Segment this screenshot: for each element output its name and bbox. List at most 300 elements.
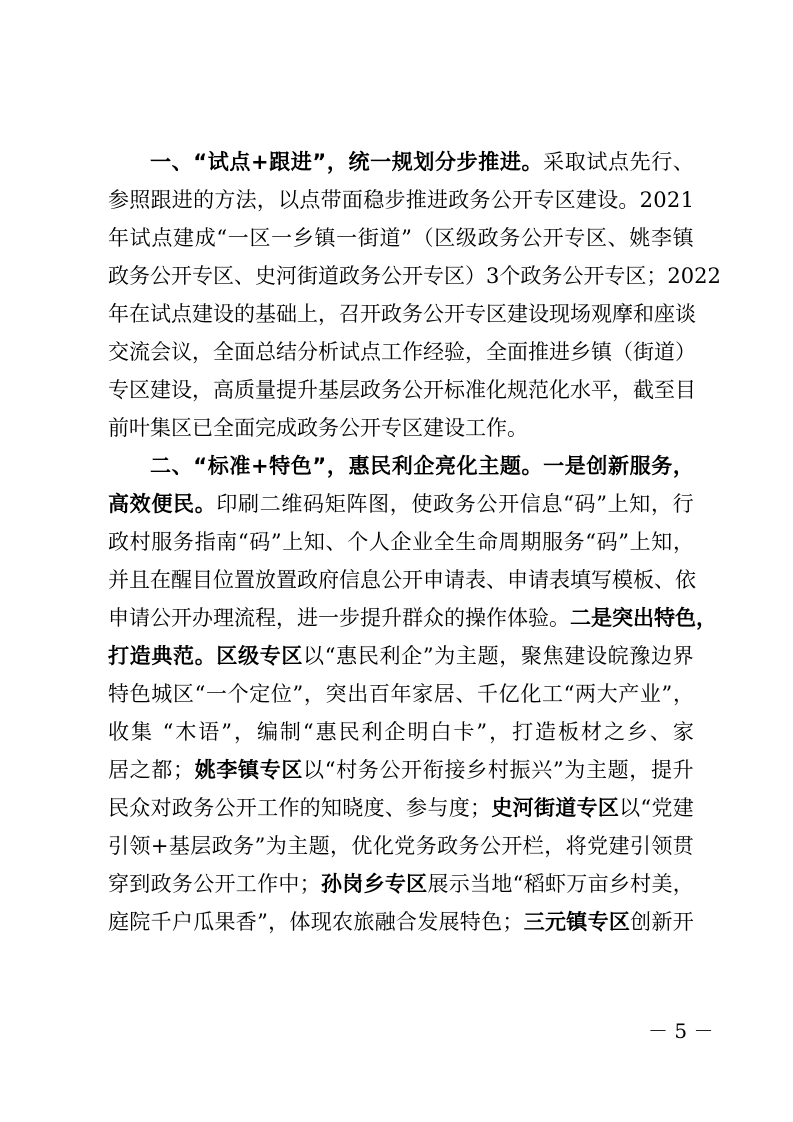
text-char: ”	[401, 226, 412, 250]
text-char: 区	[171, 416, 192, 440]
bold-text-char: 区	[406, 872, 428, 896]
text-char: 姚	[629, 226, 651, 250]
text-char: 采	[543, 150, 565, 174]
text-char: 现	[549, 302, 570, 326]
text-char: 开	[501, 834, 523, 858]
text-char: 务	[129, 264, 150, 288]
text-char: 行	[672, 492, 694, 516]
text-line	[108, 637, 694, 675]
text-line	[108, 333, 694, 371]
text-char: 取	[564, 150, 586, 174]
text-char: ，	[489, 720, 511, 744]
bold-text-char: 跟	[269, 150, 291, 174]
text-char: 企	[390, 530, 412, 554]
text-char: 稻	[523, 872, 545, 896]
text-char: 乡	[626, 720, 648, 744]
text-char: 区	[625, 264, 647, 288]
text-char: 领	[129, 834, 151, 858]
text-char: 至	[654, 378, 675, 402]
text-char: 公	[423, 302, 444, 326]
text-char: 亿	[498, 682, 520, 706]
text-char: 开	[402, 568, 423, 592]
text-char: 公	[379, 758, 401, 782]
text-char: 务	[458, 834, 480, 858]
text-char: 公	[193, 872, 215, 896]
text-char: 置	[276, 568, 297, 592]
text-char: 全	[486, 340, 507, 364]
text-char: 码	[249, 530, 271, 554]
bold-text-char: 元	[544, 910, 566, 934]
text-char: 领	[651, 834, 673, 858]
text-char: 的	[193, 188, 215, 212]
text-char: 道	[654, 340, 675, 364]
bold-text-char: 是	[564, 454, 586, 478]
text-char: 知	[629, 492, 651, 516]
text-char: 知	[303, 530, 325, 554]
text-char: “	[563, 492, 574, 516]
bold-text-char: 便	[151, 492, 173, 516]
text-char: 乡	[292, 226, 314, 250]
text-char: 务	[381, 378, 402, 402]
text-char: 完	[255, 416, 276, 440]
text-char: 试	[150, 302, 171, 326]
bold-text-char: 。	[194, 644, 216, 668]
text-char: ”	[257, 910, 268, 934]
text-char: 以	[619, 796, 641, 820]
text-char: ，	[544, 834, 566, 858]
text-char: 醒	[171, 568, 192, 592]
text-char: 政	[448, 188, 470, 212]
text-char: 利	[379, 644, 401, 668]
text-char: 政	[433, 492, 455, 516]
text-char: 道	[318, 264, 339, 288]
text-char: 旅	[353, 910, 375, 934]
text-char: 设	[213, 302, 234, 326]
text-char: 参	[108, 188, 129, 212]
text-char: 稳	[363, 188, 385, 212]
text-char: 作	[278, 796, 300, 820]
text-char: 目	[192, 568, 213, 592]
text-char: 政	[520, 264, 542, 288]
bold-text-char: 推	[478, 150, 500, 174]
text-char: 晓	[342, 796, 364, 820]
text-char: 一	[271, 226, 293, 250]
text-char: 周	[498, 530, 520, 554]
bold-text-char: 区	[281, 644, 303, 668]
text-char: “	[194, 682, 206, 706]
text-char: 试	[339, 340, 360, 364]
text-char: 点	[360, 340, 381, 364]
bold-text-char: 区	[281, 758, 303, 782]
text-char: 党	[651, 796, 673, 820]
text-char: 千	[477, 682, 499, 706]
text-char: 镇	[591, 340, 612, 364]
text-char: 议	[171, 340, 192, 364]
bold-text-char: 民	[173, 492, 195, 516]
text-char: 居	[108, 758, 129, 782]
text-char: 推	[405, 188, 427, 212]
text-char: 全	[213, 416, 234, 440]
text-char: 板	[558, 720, 579, 744]
text-char: 为	[564, 758, 586, 782]
text-char: 大	[596, 682, 618, 706]
text-char: 区	[585, 226, 607, 250]
text-char: 全	[433, 530, 455, 554]
text-char: 编	[256, 720, 278, 744]
text-char: 公	[520, 226, 542, 250]
text-char: ”	[596, 492, 607, 516]
text-char: 设	[597, 188, 619, 212]
bold-text-char: 。	[521, 454, 543, 478]
text-char: 惠	[315, 720, 337, 744]
text-char: 请	[129, 606, 150, 630]
text-char: 、	[384, 796, 406, 820]
text-char: “	[324, 758, 336, 782]
text-char: ，	[303, 682, 325, 706]
bold-text-char: 主	[478, 454, 500, 478]
text-char: 上	[629, 530, 651, 554]
text-line	[108, 371, 694, 409]
text-char: 提	[650, 758, 672, 782]
bold-text-char: 色	[290, 454, 312, 478]
bold-text-char: 范	[173, 644, 195, 668]
text-char: 木	[175, 720, 197, 744]
text-char: 党	[394, 834, 416, 858]
text-char: 码	[596, 530, 618, 554]
text-char: 村	[630, 872, 652, 896]
text-char: 乡	[608, 872, 630, 896]
text-char: 发	[417, 910, 439, 934]
text-char: 申	[423, 568, 444, 592]
text-char: 白	[430, 720, 452, 744]
text-char: 量	[255, 378, 276, 402]
text-line	[108, 447, 694, 485]
text-char: ”	[661, 682, 673, 706]
text-char: 建	[564, 644, 586, 668]
text-char: 建	[150, 378, 171, 402]
text-char: 引	[108, 834, 129, 858]
text-char: 两	[574, 682, 596, 706]
text-char: 主	[287, 834, 309, 858]
text-char: 皖	[607, 644, 629, 668]
text-char: 区	[172, 682, 194, 706]
text-char: 集	[150, 416, 171, 440]
text-char: 生	[455, 530, 477, 554]
bold-text-char: 突	[612, 606, 633, 630]
text-char: 设	[528, 302, 549, 326]
text-char: 经	[423, 340, 444, 364]
text-char: 作	[402, 340, 423, 364]
text-char: 展	[427, 872, 449, 896]
bold-text-char: 级	[238, 644, 260, 668]
text-char: ”	[270, 530, 282, 554]
text-char: 街	[633, 340, 654, 364]
text-line	[108, 485, 694, 523]
text-char: 2	[694, 264, 708, 288]
text-char: 年	[390, 682, 412, 706]
text-char: 体	[507, 606, 528, 630]
bold-text-char: 一	[150, 150, 171, 174]
text-char: 政	[150, 872, 172, 896]
text-char: 公	[490, 188, 512, 212]
text-char: 建	[173, 226, 195, 250]
bold-text-char: 区	[597, 796, 619, 820]
text-char: 与	[427, 796, 449, 820]
text-char: “	[162, 720, 174, 744]
text-char: 码	[574, 492, 596, 516]
text-char: 区	[554, 188, 576, 212]
text-char: 图	[368, 492, 390, 516]
text-char: ，	[256, 188, 278, 212]
text-char: 以	[303, 758, 325, 782]
text-char: 务	[171, 872, 193, 896]
text-char: 家	[672, 720, 694, 744]
text-char: 2	[639, 188, 654, 212]
bold-text-char: 孙	[320, 872, 342, 896]
text-char: 众	[129, 796, 151, 820]
text-char: “	[302, 720, 314, 744]
text-char: 开	[512, 188, 534, 212]
text-char: ，	[192, 378, 213, 402]
text-char: 点	[299, 188, 321, 212]
bold-text-char: 高	[108, 492, 129, 516]
text-char: 务	[360, 264, 381, 288]
bold-text-char: 务	[651, 454, 673, 478]
text-char: 之	[603, 720, 625, 744]
text-char: 史	[255, 264, 276, 288]
text-char: “	[585, 530, 596, 554]
text-char: 以	[303, 644, 325, 668]
text-char: 企	[384, 720, 406, 744]
text-char: 工	[541, 682, 563, 706]
text-char: 政	[108, 530, 129, 554]
text-char: 的	[299, 796, 321, 820]
text-char: ，	[330, 834, 351, 858]
text-line	[108, 599, 717, 637]
text-char: ，	[672, 872, 694, 896]
text-char: 体	[289, 910, 311, 934]
text-char: 个	[499, 264, 521, 288]
text-char: 务	[499, 226, 521, 250]
text-char: 请	[528, 568, 549, 592]
text-char: 跟	[150, 188, 172, 212]
text-char: 万	[566, 872, 588, 896]
text-char: 利	[361, 720, 383, 744]
text-char: 村	[129, 530, 151, 554]
text-char: 题	[308, 834, 330, 858]
text-char: 居	[433, 682, 455, 706]
text-char: 政	[477, 226, 499, 250]
text-line	[108, 789, 694, 827]
text-char: 融	[374, 910, 396, 934]
text-char: 提	[276, 378, 297, 402]
text-char: 模	[612, 568, 633, 592]
text-line	[108, 409, 694, 447]
text-char: 民	[357, 644, 379, 668]
text-char: 人	[368, 530, 390, 554]
text-char: 开	[214, 872, 236, 896]
text-char: 专	[381, 416, 402, 440]
text-char: 观	[591, 302, 612, 326]
text-char: 开	[235, 796, 257, 820]
text-char: 升	[672, 758, 694, 782]
text-char: 进	[171, 188, 193, 212]
text-char: 业	[639, 682, 661, 706]
text-char: 请	[444, 568, 465, 592]
text-char: 座	[654, 302, 675, 326]
text-char: 兴	[531, 758, 553, 782]
text-char: 之	[129, 758, 151, 782]
bold-text-char: 岗	[342, 872, 364, 896]
text-char: 政	[297, 416, 318, 440]
bold-text-char: 服	[629, 454, 651, 478]
bold-text-char: 镇	[566, 910, 588, 934]
text-char: 务	[172, 530, 194, 554]
bold-text-char: 准	[229, 454, 251, 478]
bold-text-char: 进	[499, 150, 521, 174]
text-char: 道	[379, 226, 401, 250]
text-char: 都	[151, 758, 173, 782]
text-char: 务	[469, 188, 491, 212]
text-char: ）	[465, 264, 486, 288]
text-char: 化	[486, 378, 507, 402]
text-char: “	[512, 872, 524, 896]
text-char: 理	[213, 606, 234, 630]
text-char: 。	[549, 606, 570, 630]
text-char: 化	[549, 378, 570, 402]
text-char: ，	[276, 606, 297, 630]
text-char: 专	[564, 226, 586, 250]
text-char: 栏	[522, 834, 544, 858]
text-char: 企	[401, 644, 423, 668]
text-char: 街	[357, 226, 379, 250]
bold-text-char: 色	[675, 606, 696, 630]
text-char: 公	[479, 834, 501, 858]
text-char: 准	[465, 378, 486, 402]
text-char: 指	[194, 530, 216, 554]
text-char: 成	[194, 226, 216, 250]
page-number: － 5 －	[648, 1019, 714, 1043]
text-char: 服	[151, 530, 173, 554]
bold-text-char: 区	[608, 910, 630, 934]
text-char: 的	[234, 302, 255, 326]
text-char: 位	[213, 568, 234, 592]
text-char: 镇	[672, 226, 694, 250]
text-char: 政	[437, 834, 459, 858]
text-char: 作	[257, 872, 279, 896]
text-char: 豫	[629, 644, 651, 668]
text-char: 引	[629, 834, 651, 858]
text-char: 步	[384, 188, 406, 212]
text-char: 已	[192, 416, 213, 440]
text-char: 村	[487, 758, 509, 782]
bold-text-char: 二	[570, 606, 591, 630]
bold-text-char: 是	[591, 606, 612, 630]
text-char: 2	[667, 264, 681, 288]
bold-text-char: 惠	[348, 454, 370, 478]
text-char: 谈	[675, 302, 696, 326]
text-char: 地	[491, 872, 513, 896]
text-char: 期	[520, 530, 542, 554]
text-char: 依	[675, 568, 696, 592]
text-char: 专	[192, 264, 213, 288]
text-char: 突	[325, 682, 347, 706]
text-line	[108, 827, 694, 865]
text-char: ）	[675, 340, 696, 364]
text-char: 、	[486, 568, 507, 592]
text-char: 高	[213, 378, 234, 402]
text-char: 街	[297, 264, 318, 288]
text-char: 上	[282, 530, 304, 554]
text-char: 服	[541, 530, 563, 554]
text-char: 特	[108, 682, 129, 706]
text-char: 出	[347, 682, 369, 706]
text-char: 办	[192, 606, 213, 630]
text-char: 开	[360, 416, 381, 440]
text-char: 面	[341, 188, 363, 212]
text-char: 收	[108, 720, 129, 744]
text-char: 制	[279, 720, 301, 744]
bold-text-char: 二	[150, 454, 171, 478]
bold-text-char: 、	[171, 454, 193, 478]
text-char: 户	[171, 910, 193, 934]
bold-text-char: 典	[151, 644, 173, 668]
text-char: ；	[470, 796, 492, 820]
text-char: 边	[650, 644, 672, 668]
text-char: 截	[633, 378, 654, 402]
text-char: 到	[129, 872, 151, 896]
text-char: 建	[507, 302, 528, 326]
text-char: 的	[444, 606, 465, 630]
text-char: 工	[257, 796, 279, 820]
text-char: ；	[173, 758, 195, 782]
text-line	[108, 143, 694, 181]
text-char: 总	[255, 340, 276, 364]
text-char: 且	[129, 568, 150, 592]
text-char: 知	[320, 796, 342, 820]
text-char: 区	[129, 378, 150, 402]
text-char: 一	[227, 226, 249, 250]
text-char: 程	[255, 606, 276, 630]
text-char: 、	[649, 720, 671, 744]
text-char: 建	[423, 416, 444, 440]
text-char: 0	[653, 188, 667, 212]
text-char: 升	[381, 606, 402, 630]
text-char: 创	[630, 910, 652, 934]
bold-text-char: 李	[216, 758, 238, 782]
text-line	[108, 257, 721, 295]
text-char: 提	[360, 606, 381, 630]
text-char: ，	[672, 682, 694, 706]
text-char: 基	[168, 834, 190, 858]
text-char: 果	[214, 910, 236, 934]
text-char: 个	[227, 682, 249, 706]
text-char: 对	[150, 796, 172, 820]
text-char: 当	[470, 872, 492, 896]
text-char: ”	[618, 530, 630, 554]
text-char: “	[640, 796, 652, 820]
text-char: 为	[265, 834, 287, 858]
text-char: 位	[270, 682, 292, 706]
text-char: 设	[585, 644, 607, 668]
text-char: 基	[318, 378, 339, 402]
text-char: 申	[507, 568, 528, 592]
text-char: 一	[205, 682, 227, 706]
text-char: 开	[401, 758, 423, 782]
text-char: 公	[339, 416, 360, 440]
bold-text-char: ”	[312, 150, 327, 174]
bold-text-char: 效	[129, 492, 151, 516]
